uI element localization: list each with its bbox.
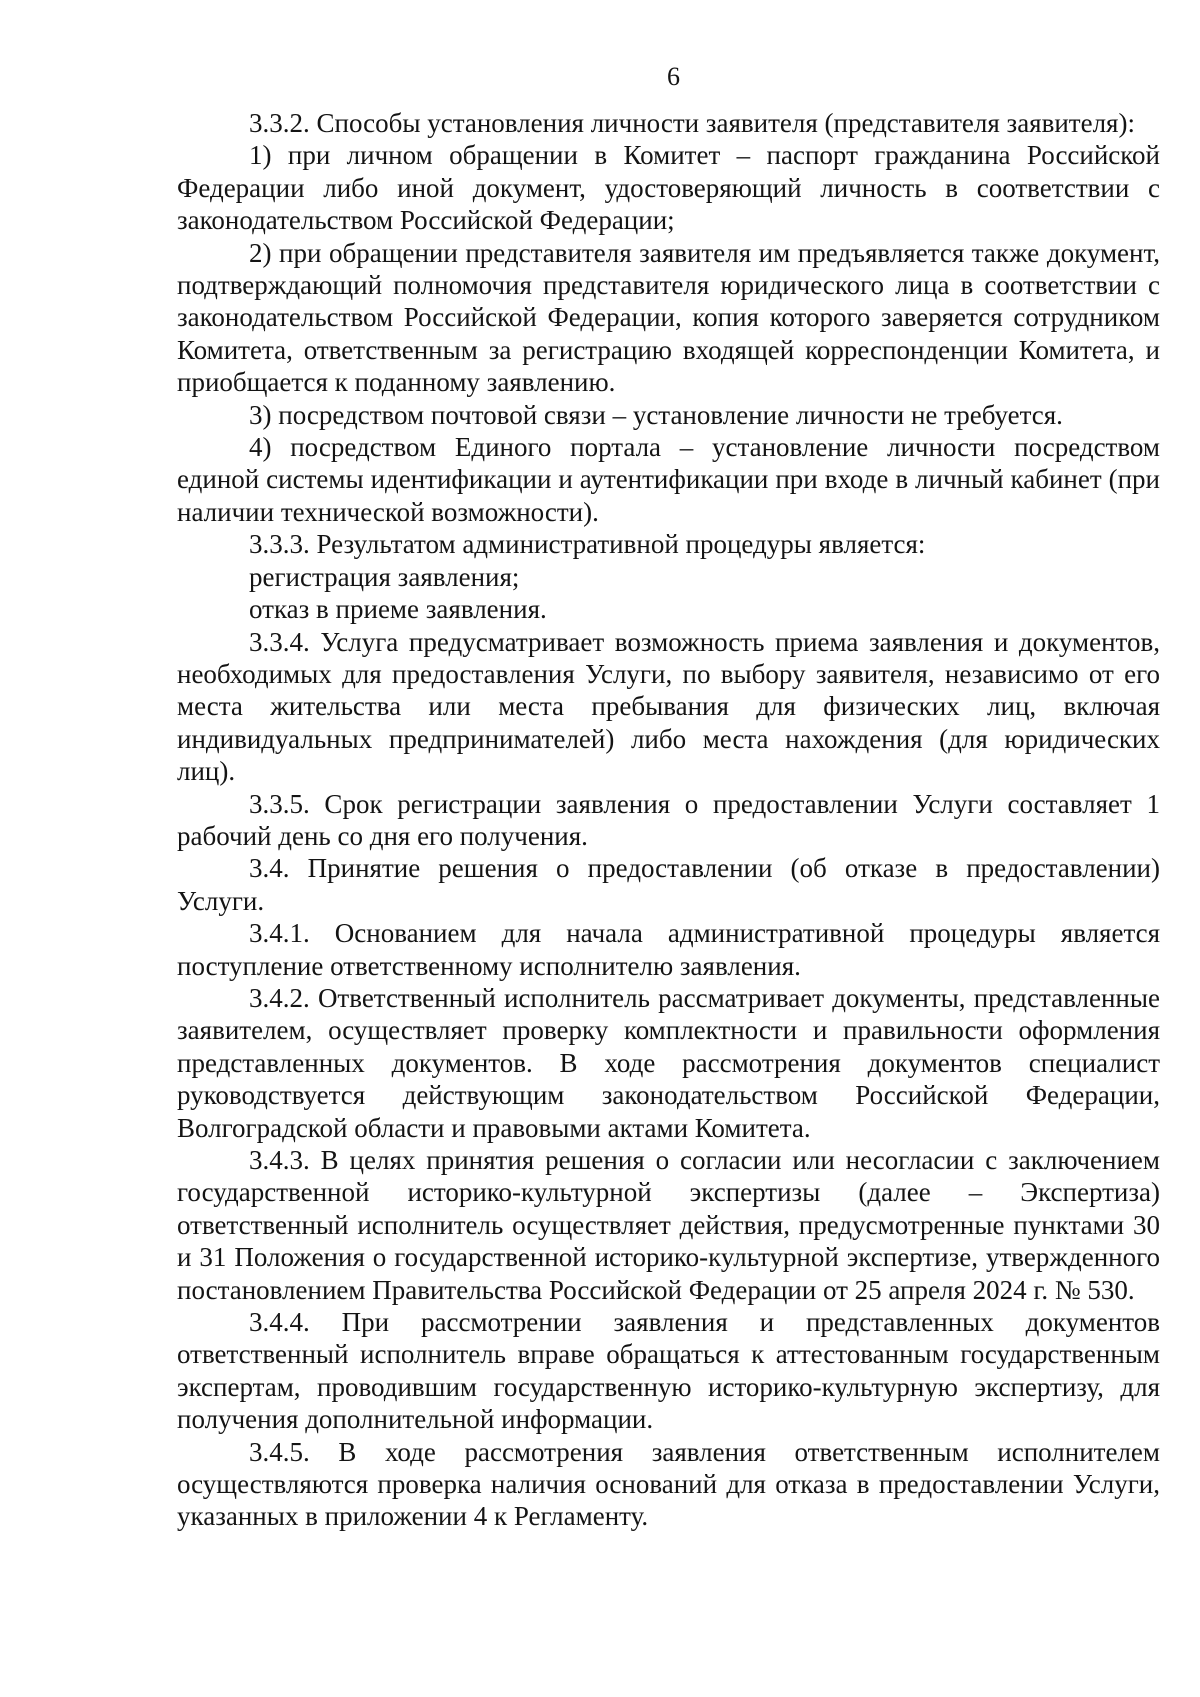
paragraph-3-3-3-result-1: регистрация заявления; [249,561,520,592]
paragraph-3-3-3: 3.3.3. Результатом административной процедуры является: [249,529,926,560]
paragraph-3-3-2-item-4: 4) посредством Единого портала – установление личности посредством единой системы идентификации и аутентификации при входе в личный кабинет (при наличии технической возможности). [177,432,1160,527]
paragraph-3-3-2-item-2: 2) при обращении представителя заявителя им предъявляется также документ, подтверждающий полномочия представителя юридического лица в соответствии с законодательством Российской Федерации, копия которого заверяется сотрудником Комитета, ответственным за регистрацию входящей корреспонденции Комитета, и приобщается к поданному заявлению. [177,237,1160,398]
paragraph-3-3-2-item-3: 3) посредством почтовой связи – установление личности не требуется. [249,399,1063,430]
page-number: 6 [667,62,680,91]
paragraph-3-4-5: 3.4.5. В ходе рассмотрения заявления ответственным исполнителем осуществляются проверка наличия оснований для отказа в предоставлении Услуги, указанных в приложении 4 к Регламенту. [177,1436,1160,1532]
document-body [177,107,1160,1533]
paragraph-3-3-5: 3.3.5. Срок регистрации заявления о предоставлении Услуги составляет 1 рабочий день со дня его получения. [177,788,1160,851]
paragraph-3-3-2-item-1: 1) при личном обращении в Комитет – паспорт гражданина Российской Федерации либо иной документ, удостоверяющий личность в соответствии с законодательством Российской Федерации; [177,140,1160,236]
paragraph-3-3-4: 3.3.4. Услуга предусматривает возможность приема заявления и документов, необходимых для предоставления Услуги, по выбору заявителя, независимо от его места жительства или места пребывания для физических лиц, включая индивидуальных предпринимателей) либо места нахождения (для юридических лиц). [177,626,1160,787]
paragraph-3-4-3: 3.4.3. В целях принятия решения о согласии или несогласии с заключением государственной историко-культурной экспертизы (далее – Экспертиза) ответственный исполнитель осуществляет действия, предусмотренные пунктами 30 и 31 Положения о государственной историко-культурной экспертизе, утвержденного постановлением Правительства Российской Федерации от 25 апреля 2024 г. № 530. [177,1145,1160,1305]
paragraph-3-3-3-result-2: отказ в приеме заявления. [249,594,547,625]
paragraph-3-4: 3.4. Принятие решения о предоставлении (об отказе в предоставлении) Услуги. [177,853,1160,916]
paragraph-3-4-1: 3.4.1. Основанием для начала административной процедуры является поступление ответственному исполнителю заявления. [177,918,1160,981]
paragraph-3-4-2: 3.4.2. Ответственный исполнитель рассматривает документы, представленные заявителем, осуществляет проверку комплектности и правильности оформления представленных документов. В ходе рассмотрения документов специалист руководствуется действующим законодательством Российской Федерации, Волгоградской области и правовыми актами Комитета. [177,982,1160,1143]
paragraph-3-3-2: 3.3.2. Способы установления личности заявителя (представителя заявителя): [249,108,1135,138]
paragraph-3-4-4: 3.4.4. При рассмотрении заявления и представленных документов ответственный исполнитель вправе обращаться к аттестованным государственным экспертам, проводившим государственную историко-культурную экспертизу, для получения дополнительной информации. [177,1307,1160,1435]
